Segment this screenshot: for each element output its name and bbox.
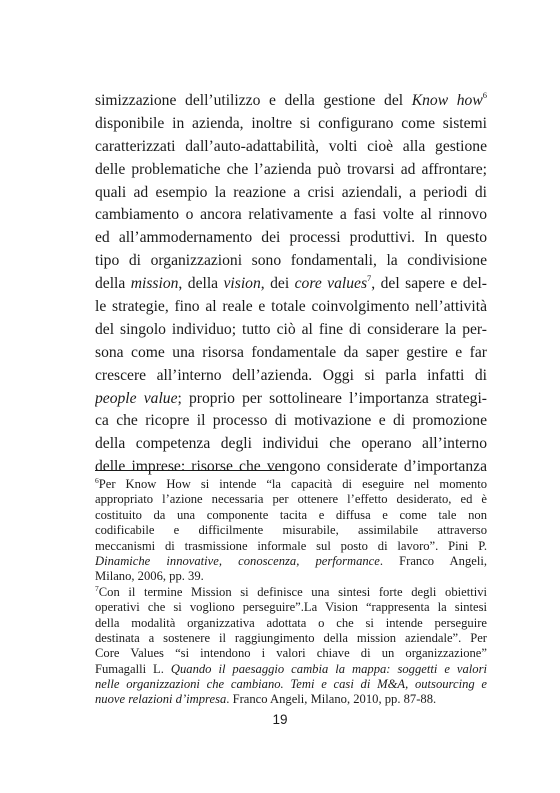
- footnote-ref-6[interactable]: 6: [482, 90, 487, 100]
- footnote-line: Milano, 2006, pp. 39.: [95, 569, 204, 584]
- text-run: , dei: [260, 275, 295, 293]
- text-line: tipo di organizzazioni sono fondamentali, la condivisione: [95, 252, 487, 270]
- text-line: ed all’ammodernamento dei processi produttivi. In questo: [95, 229, 487, 247]
- text-run: Fumagalli L.: [95, 661, 171, 676]
- body-text: [95, 90, 487, 479]
- text-run: della: [95, 275, 131, 293]
- text-line: ca che ricopre il processo di motivazione e di promozione: [95, 412, 487, 430]
- text-run: ; proprio per sottolineare l’importanza strategi-: [177, 389, 487, 407]
- text-line: [95, 90, 487, 113]
- italic-term: vision: [223, 275, 261, 293]
- text-run: simizzazione dell’utilizzo e della gestione del: [95, 92, 412, 109]
- footnotes: [95, 477, 487, 708]
- footnote-number-7: 7: [95, 584, 99, 593]
- text-run: . Franco Angeli, Milano, 2010, pp. 87-88.: [226, 692, 437, 707]
- text-line: quali ad esempio la reazione a crisi aziendali, a periodi di: [95, 183, 487, 201]
- text-line: del singolo individuo; tutto ciò al fine di considerare la per-: [95, 320, 487, 338]
- italic-term: people value: [95, 389, 178, 407]
- text-line: delle problematiche che l’azienda può trovarsi ad affrontare;: [95, 160, 487, 178]
- footnote-line: [95, 585, 487, 600]
- footnote-line: [95, 677, 487, 692]
- text-line: crescere all’interno dell’azienda. Oggi si parla infatti di: [95, 366, 487, 384]
- italic-citation: nuove relazioni d’impresa: [95, 692, 227, 707]
- text-run: , della: [178, 275, 224, 293]
- text-line: cambiamento o ancora relativamente a fasi volte al rinnovo: [95, 206, 487, 224]
- text-line: le strategie, fino al reale e totale coinvolgimento nell’attività: [95, 298, 487, 316]
- footnote-line: costituito da una componente tacita e diffusa e come tale non: [95, 507, 487, 522]
- page-number: 19: [272, 712, 288, 727]
- footnote-line: destinata a sostenere il raggiungimento della mission aziendale”. Per: [95, 630, 487, 645]
- footnote-line: meccanismi di trasmissione informale sul posto di lavoro”. Pini P.: [95, 538, 487, 553]
- footnote-line: [95, 662, 487, 677]
- footnote-separator: [95, 470, 285, 471]
- footnote-ref-7[interactable]: 7: [367, 273, 372, 284]
- footnote-line: [95, 477, 487, 492]
- text-run: Per Know How si intende “la capacità di eseguire nel momento: [98, 477, 487, 491]
- italic-citation: Quando il paesaggio cambia la mappa: soggetti e valori: [170, 661, 487, 676]
- italic-citation: nelle organizzazioni che cambiano. Temi e casi di M&A, outsourcing e: [95, 677, 487, 692]
- italic-term: Know how: [411, 92, 483, 109]
- text-line: disponibile in azienda, inoltre si configurano come sistemi: [95, 114, 487, 132]
- text-line: sona come una risorsa fondamentale da saper gestire e far: [95, 343, 487, 361]
- italic-term: core values: [294, 275, 368, 293]
- italic-term: mission: [130, 275, 179, 293]
- footnote-line: Core Values “si intendono i valori chiave di un organizzazione”: [95, 646, 487, 661]
- italic-citation: Dinamiche innovative, conoscenza, performance: [95, 553, 380, 568]
- text-line: caratterizzati dall’auto-adattabilità, volti cioè alla gestione: [95, 137, 487, 155]
- text-run: Con il termine Mission si definisce una sintesi forte degli obiettivi: [98, 584, 487, 599]
- text-run: , del sapere e del-: [371, 275, 487, 293]
- footnote-number-6: 6: [95, 477, 99, 485]
- footnote-line: [95, 554, 487, 569]
- text-run: . Franco Angeli,: [379, 553, 487, 568]
- text-line: [95, 388, 487, 411]
- text-line: [95, 273, 487, 296]
- footnote-line: operativi che si vogliono perseguire”.La Vision “rappresenta la sintesi: [95, 600, 487, 615]
- footnote-line: appropriato l’azione necessaria per ottenere l’effetto desiderato, ed è: [95, 492, 487, 507]
- footnote-line: [95, 692, 487, 707]
- text-line: della competenza degli individui che operano all’interno: [95, 435, 487, 453]
- footnote-line: codificabile e difficilmente misurabile, assimilabile attraverso: [95, 523, 487, 538]
- text-line: delle imprese: risorse che vengono considerate d’importanza: [95, 458, 487, 476]
- footnote-line: della modalità organizzativa adottata o che si intende perseguire: [95, 615, 487, 630]
